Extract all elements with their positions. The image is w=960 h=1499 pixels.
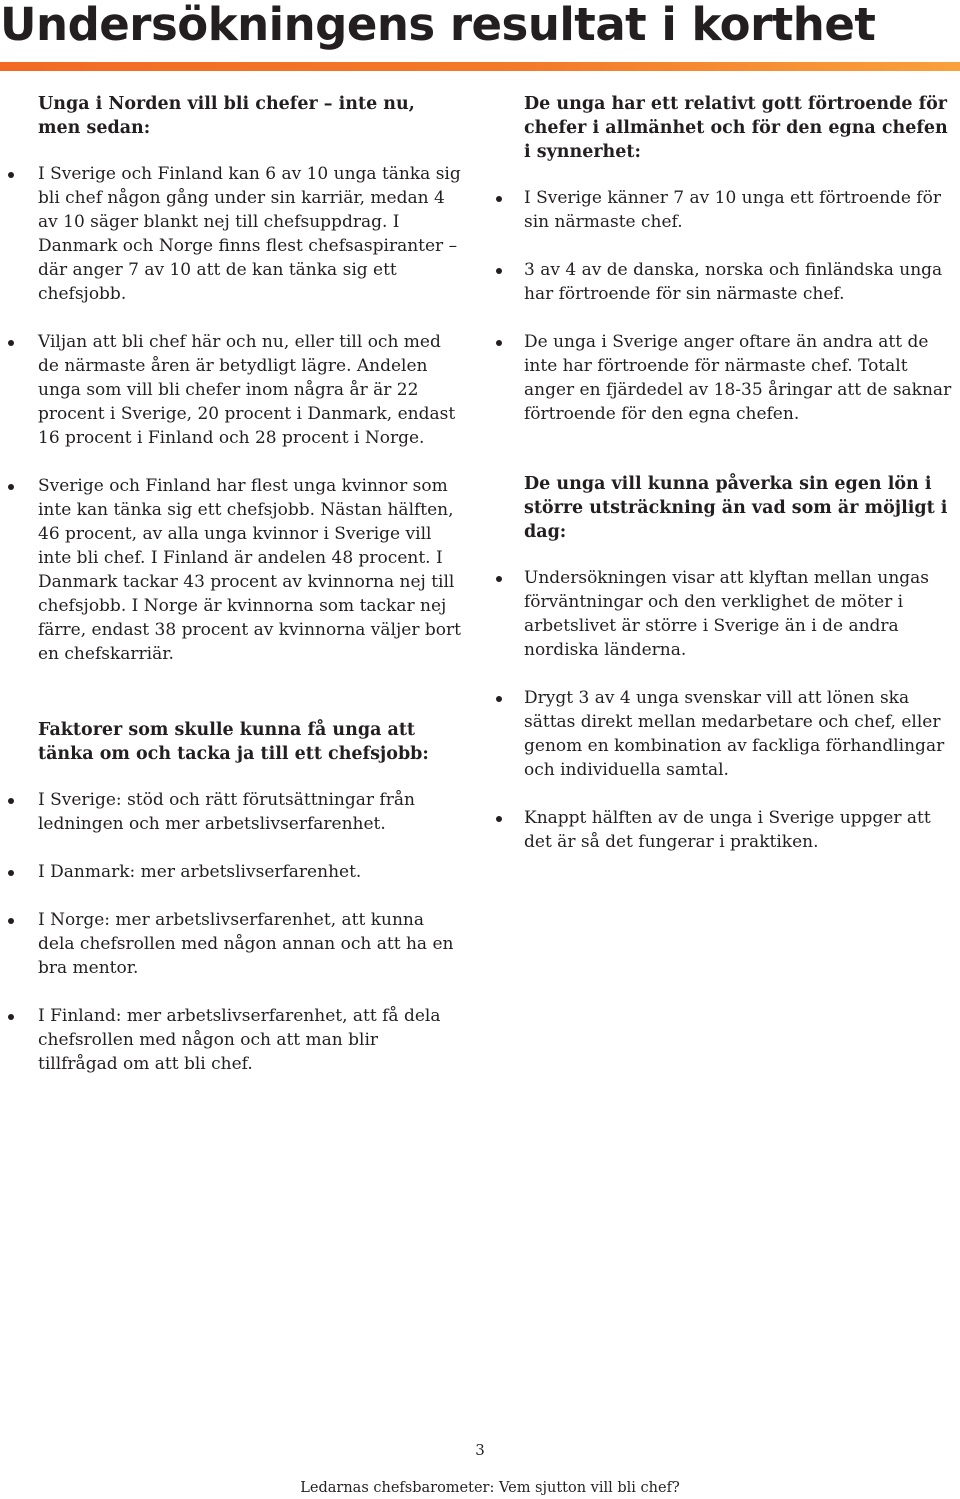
list-item: 3 av 4 av de danska, norska och finländska unga har förtroende för sin närmaste chef.	[486, 258, 956, 306]
heading-factors: Faktorer som skulle kunna få unga att tänka om och tacka ja till ett chefsjobb:	[38, 720, 429, 764]
heading-trust-in-managers: De unga har ett relativt gott förtroende för chefer i allmänhet och för den egna chefen i synnerhet:	[524, 94, 948, 162]
bullet-list-managers	[0, 162, 462, 666]
heading-salary-influence: De unga vill kunna påverka sin egen lön i större utsträckning än vad som är möjligt i dag:	[524, 474, 948, 542]
list-item: I Sverige och Finland kan 6 av 10 unga tänka sig bli chef någon gång under sin karriär, medan 4 av 10 säger blankt nej till chefsuppdrag. I Danmark och Norge finns flest chefsaspiranter – där anger 7 av 10 att de kan tänka sig ett chefsjobb.	[0, 162, 462, 306]
left-column	[0, 92, 462, 1076]
heading-young-want-to-be-managers: Unga i Norden vill bli chefer – inte nu, men sedan:	[38, 94, 415, 138]
bullet-icon	[496, 268, 502, 274]
list-item: Undersökningen visar att klyftan mellan ungas förväntningar och den verklighet de möter i arbetslivet är större i Sverige än i de andra nordiska länderna.	[486, 566, 956, 662]
list-item: I Danmark: mer arbetslivserfarenhet.	[0, 860, 462, 884]
bullet-icon	[496, 696, 502, 702]
list-item: Knappt hälften av de unga i Sverige uppger att det är så det fungerar i praktiken.	[486, 806, 956, 854]
list-item: Viljan att bli chef här och nu, eller till och med de närmaste åren är betydligt lägre. Andelen unga som vill bli chefer inom några år är 22 procent i Sverige, 20 procent i Danmark, endast 16 procent i Finland och 28 procent i Norge.	[0, 330, 462, 450]
list-item: I Norge: mer arbetslivserfarenhet, att kunna dela chefsrollen med någon annan och att ha en bra mentor.	[0, 908, 462, 980]
page-number: 3	[475, 1441, 485, 1459]
bullet-icon	[496, 816, 502, 822]
list-item: I Finland: mer arbetslivserfarenhet, att få dela chefsrollen med någon och att man blir tillfrågad om att bli chef.	[0, 1004, 462, 1076]
bullet-list-salary	[486, 566, 956, 854]
list-item: I Sverige känner 7 av 10 unga ett förtroende för sin närmaste chef.	[486, 186, 956, 234]
list-item: De unga i Sverige anger oftare än andra att de inte har förtroende för närmaste chef. Totalt anger en fjärdedel av 18-35 åringar att de saknar förtroende för den egna chefen.	[486, 330, 956, 426]
bullet-icon	[8, 1014, 14, 1020]
bullet-list-factors	[0, 788, 462, 1076]
right-column	[486, 92, 956, 854]
list-item: Drygt 3 av 4 unga svenskar vill att lönen ska sättas direkt mellan medarbetare och chef, eller genom en kombination av fackliga förhandlingar och individuella samtal.	[486, 686, 956, 782]
bullet-icon	[8, 340, 14, 346]
page-title: Undersökningens resultat i korthet	[0, 0, 876, 51]
bullet-icon	[8, 918, 14, 924]
bullet-icon	[496, 340, 502, 346]
orange-divider	[0, 62, 960, 71]
bullet-icon	[8, 484, 14, 490]
footer-text: Ledarnas chefsbarometer: Vem sjutton vill bli chef?	[300, 1480, 680, 1496]
bullet-icon	[8, 172, 14, 178]
list-item: Sverige och Finland har flest unga kvinnor som inte kan tänka sig ett chefsjobb. Nästan hälften, 46 procent, av alla unga kvinnor i Sverige vill inte bli chef. I Finland är andelen 48 procent. I Danmark tackar 43 procent av kvinnorna nej till chefsjobb. I Norge är kvinnorna som tackar nej färre, endast 38 procent av kvinnorna väljer bort en chefskarriär.	[0, 474, 462, 666]
bullet-icon	[496, 196, 502, 202]
list-item: I Sverige: stöd och rätt förutsättningar från ledningen och mer arbetslivserfarenhet.	[0, 788, 462, 836]
bullet-icon	[8, 798, 14, 804]
bullet-list-trust	[486, 186, 956, 426]
bullet-icon	[496, 576, 502, 582]
bullet-icon	[8, 870, 14, 876]
